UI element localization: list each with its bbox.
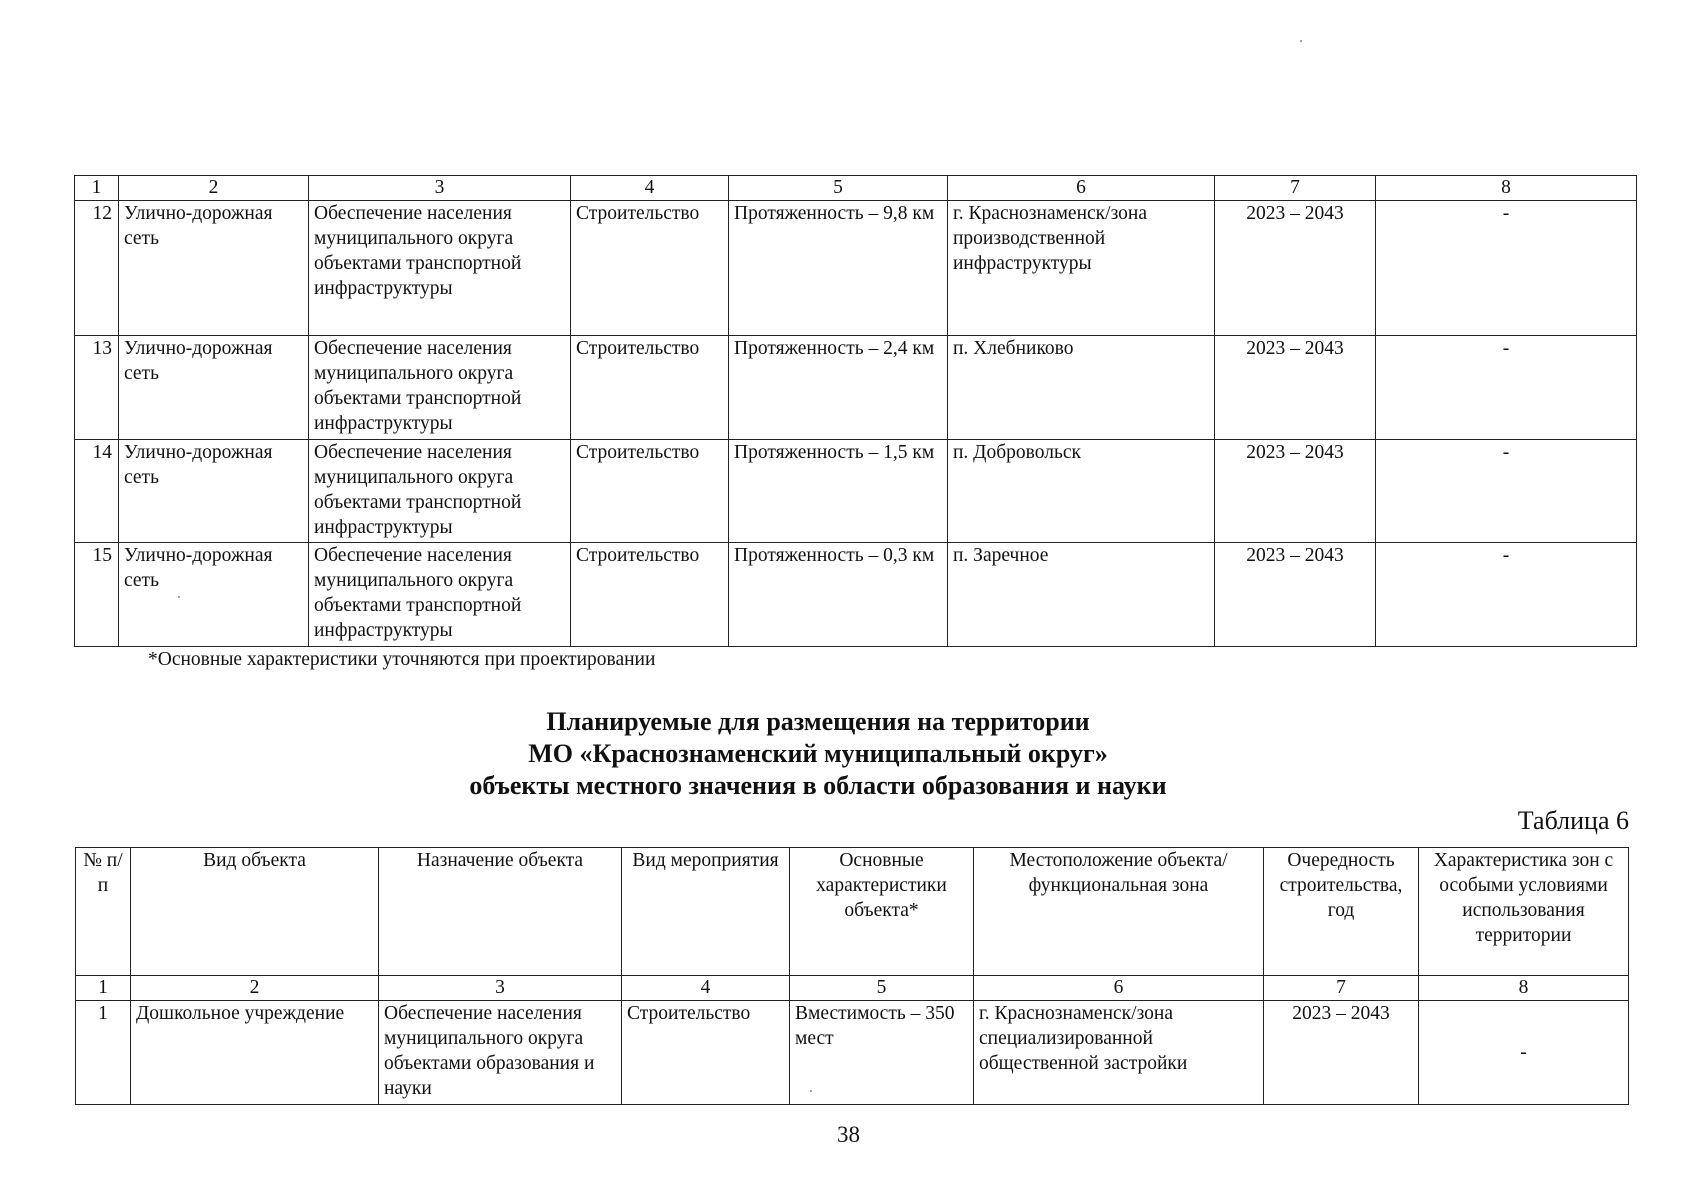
scan-speck [1300,40,1302,42]
column-header: Вид мероприятия [622,848,790,976]
column-number: 7 [1215,176,1376,201]
section-title [0,706,1636,802]
page-number: 38 [837,1122,860,1147]
column-number: 2 [131,976,379,1001]
object-purpose: Обеспечение населения муниципального округа объектами транспортной инфраструктуры [309,336,571,440]
column-number: 3 [379,976,622,1001]
object-action: Строительство [571,336,729,440]
object-characteristics: Протяженность – 1,5 км [729,440,948,543]
object-period: 2023 – 2043 [1215,440,1376,543]
column-number: 1 [76,976,131,1001]
column-header: № п/п [76,848,131,976]
section-title-line: МО «Краснознаменский муниципальный округ» [528,739,1108,768]
object-period: 2023 – 2043 [1215,336,1376,440]
row-number: 14 [75,440,119,543]
object-zones: - [1376,336,1637,440]
object-characteristics: Протяженность – 0,3 км [729,543,948,647]
column-number: 4 [622,976,790,1001]
table-label: Таблица 6 [1517,806,1629,835]
object-location: г. Краснознаменск/зона производственной инфраструктуры [948,201,1215,336]
object-location: п. Добровольск [948,440,1215,543]
object-characteristics: Протяженность – 2,4 км [729,336,948,440]
education-objects-table [75,847,1629,1105]
table-row [75,201,1637,336]
column-number: 5 [729,176,948,201]
column-number: 4 [571,176,729,201]
object-type: Дошкольное учреждение [131,1001,379,1105]
table-row [75,336,1637,440]
object-type: Улично-дорожная сеть [119,543,309,647]
object-purpose: Обеспечение населения муниципального округа объектами образования и науки [379,1001,622,1105]
object-action: Строительство [622,1001,790,1105]
object-period: 2023 – 2043 [1264,1001,1419,1105]
table-row [75,440,1637,543]
object-type: Улично-дорожная сеть [119,336,309,440]
row-number: 13 [75,336,119,440]
column-header: Основные характеристики объекта* [790,848,974,976]
object-purpose: Обеспечение населения муниципального округа объектами транспортной инфраструктуры [309,543,571,647]
object-period: 2023 – 2043 [1215,543,1376,647]
object-characteristics: Протяженность – 9,8 км [729,201,948,336]
table-column-number-row [76,976,1629,1001]
section-title-line: Планируемые для размещения на территории [546,707,1090,736]
object-purpose: Обеспечение населения муниципального округа объектами транспортной инфраструктуры [309,201,571,336]
table-header-row [76,848,1629,976]
column-number: 6 [948,176,1215,201]
column-number: 2 [119,176,309,201]
object-zones: - [1376,440,1637,543]
column-number: 8 [1419,976,1629,1001]
column-header: Вид объекта [131,848,379,976]
object-period: 2023 – 2043 [1215,201,1376,336]
column-number: 6 [974,976,1264,1001]
footnote: *Основные характеристики уточняются при проектировании [148,649,656,670]
column-number: 1 [75,176,119,201]
object-zones: - [1376,201,1637,336]
column-header: Очередность строительства, год [1264,848,1419,976]
table-row [75,543,1637,647]
object-characteristics: Вместимость – 350 мест [790,1001,974,1105]
object-action: Строительство [571,543,729,647]
object-type: Улично-дорожная сеть [119,201,309,336]
column-number: 5 [790,976,974,1001]
table-row [76,1001,1629,1105]
column-number: 7 [1264,976,1419,1001]
object-type: Улично-дорожная сеть [119,440,309,543]
object-location: п. Заречное [948,543,1215,647]
object-location: п. Хлебниково [948,336,1215,440]
object-zones: - [1419,1001,1629,1105]
transport-objects-table [74,175,1637,647]
column-number: 3 [309,176,571,201]
table-column-number-row [75,176,1637,201]
scan-speck [178,596,180,598]
column-number: 8 [1376,176,1637,201]
column-header: Местоположение объекта/ функциональная зона [974,848,1264,976]
row-number: 1 [76,1001,131,1105]
object-action: Строительство [571,201,729,336]
row-number: 12 [75,201,119,336]
object-zones: - [1376,543,1637,647]
section-title-line: объекты местного значения в области образования и науки [469,771,1167,800]
scan-speck [810,1090,812,1092]
column-header: Назначение объекта [379,848,622,976]
object-action: Строительство [571,440,729,543]
object-location: г. Краснознаменск/зона специализированной общественной застройки [974,1001,1264,1105]
object-purpose: Обеспечение населения муниципального округа объектами транспортной инфраструктуры [309,440,571,543]
column-header: Характеристика зон с особыми условиями использования территории [1419,848,1629,976]
row-number: 15 [75,543,119,647]
